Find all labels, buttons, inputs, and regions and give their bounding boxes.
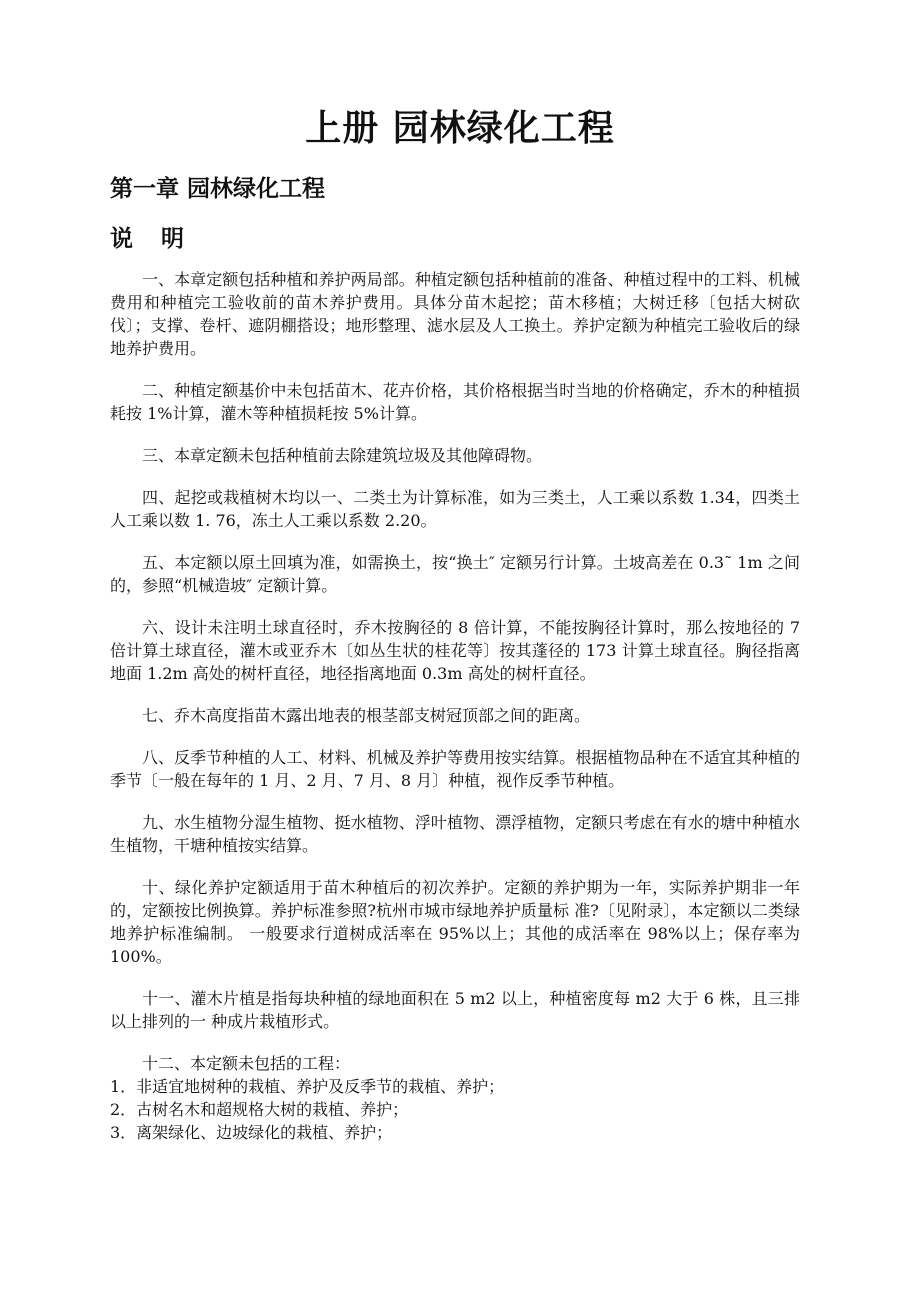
paragraph-6: 六、设计未注明土球直径时，乔木按胸径的 8 倍计算，不能按胸径计算时，那么按地径的 7 倍计算土球直径，灌木或亚乔木〔如丛生状的桂花等〕按其蓬径的 173 计算土球直径。胸径指离地面 1.2m 高处的树杆直径，地径指离地面 0.3m 高处的树杆直径。 (110, 618, 800, 683)
paragraph-3: 三、本章定额未包括种植前去除建筑垃圾及其他障碍物。 (142, 446, 543, 465)
paragraph-5: 五、本定额以原土回填为准，如需换土，按“换土″ 定额另行计算。土坡高差在 0.3˜ 1m 之间的，参照“机械造坡″ 定额计算。 (110, 553, 800, 595)
paragraph-7: 七、乔木高度指苗木露出地表的根茎部支树冠顶部之间的距离。 (142, 706, 591, 725)
list-item: 2．古树名木和超规格大树的栽植、养护； (110, 1100, 409, 1119)
paragraph-4: 四、起挖或栽植树木均以一、二类土为计算标准，如为三类土，人工乘以系数 1.34，四类土人工乘以数 1. 76，冻土人工乘以系数 2.20。 (110, 488, 800, 530)
paragraph-12: 十二、本定额未包括的工程： (142, 1054, 351, 1073)
paragraph-9: 九、水生植物分湿生植物、挺水植物、浮叶植物、漂浮植物，定额只考虑在有水的塘中种植水生植物，干塘种植按实结算。 (110, 813, 800, 855)
paragraph-2: 二、种植定额基价中未包括苗木、花卉价格，其价格根据当时当地的价格确定，乔木的种植损耗按 1%计算，灌木等种植损耗按 5%计算。 (110, 381, 800, 423)
list-item: 3．离架绿化、边坡绿化的栽植、养护； (110, 1123, 393, 1142)
paragraph-11: 十一、灌木片植是指每块种植的绿地面积在 5 m2 以上，种植密度每 m2 大于 6 株，且三排以上排列的一 种成片栽植形式。 (110, 989, 800, 1031)
document-body (110, 268, 800, 1144)
list-item: 1．非适宜地树种的栽植、养护及反季节的栽植、养护； (110, 1077, 505, 1096)
section-title: 说 明 (110, 226, 195, 252)
excluded-items-list (110, 1075, 800, 1144)
paragraph-8: 八、反季节种植的人工、材料、机械及养护等费用按实结算。根据植物品种在不适宜其种植的季节〔一般在每年的 1 月、2 月、7 月、8 月〕种植，视作反季节种植。 (110, 748, 800, 790)
main-title: 上册 园林绿化工程 (305, 108, 615, 149)
paragraph-10: 十、绿化养护定额适用于苗木种植后的初次养护。定额的养护期为一年，实际养护期非一年的，定额按比例换算。养护标准参照?杭州市城市绿地养护质量标 准?〔见附录〕，本定额以二类绿地养护标准编制。 一般要求行道树成活率在 95%以上；其他的成活率在 98%以上；保存率为 100%。 (110, 878, 800, 966)
paragraph-1: 一、本章定额包括种植和养护两局部。种植定额包括种植前的准备、种植过程中的工料、机械费用和种植完工验收前的苗木养护费用。具体分苗木起挖；苗木移植；大树迁移〔包括大树砍伐〕；支撑、卷杆、遮阴棚搭设；地形整理、滤水层及人工换土。养护定额为种植完工验收后的绿地养护费用。 (110, 270, 800, 358)
chapter-title: 第一章 园林绿化工程 (110, 176, 326, 202)
